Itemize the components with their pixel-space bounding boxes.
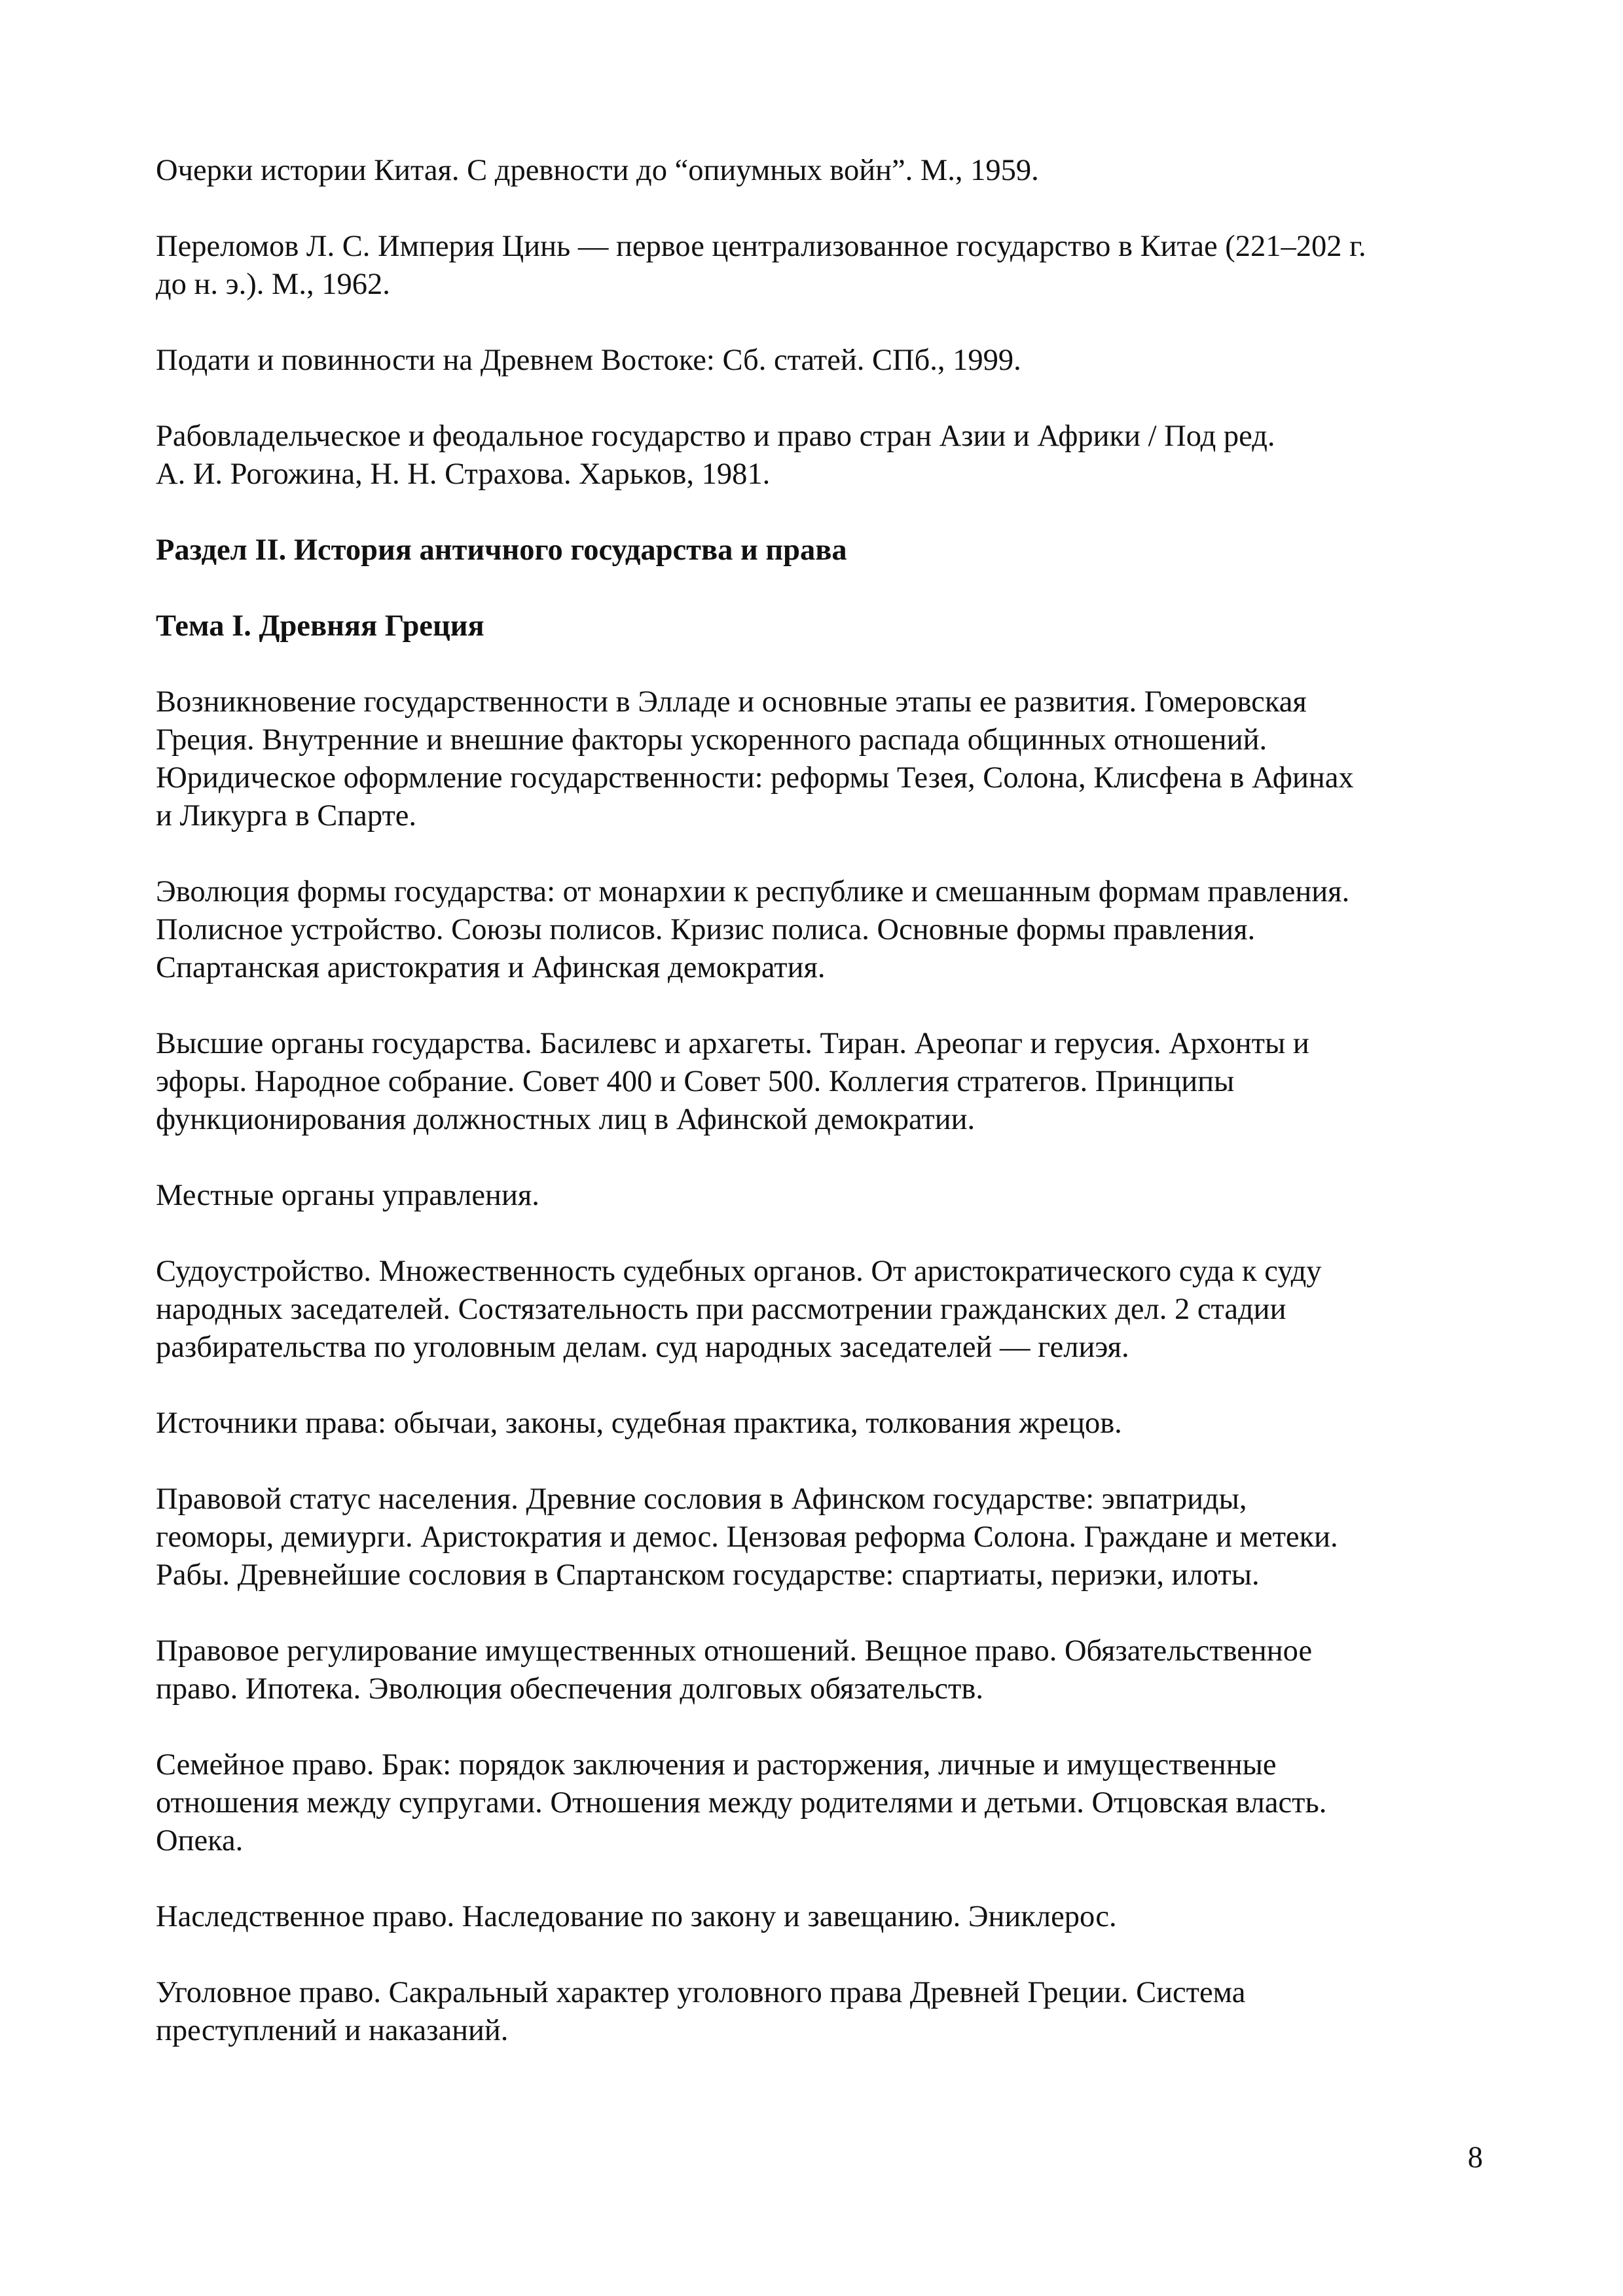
topic-body xyxy=(156,683,1491,2050)
paragraph xyxy=(156,1253,1491,1367)
text-line: разбирательства по уголовным делам. суд народных заседателей — гелиэя. xyxy=(156,1331,1129,1364)
text-line: Высшие органы государства. Басилевс и архагеты. Тиран. Ареопаг и герусия. Архонты и xyxy=(156,1027,1309,1060)
text-line: Греция. Внутренние и внешние факторы ускоренного распада общинных отношений. xyxy=(156,723,1267,757)
text-line: отношения между супругами. Отношения между родителями и детьми. Отцовская власть. xyxy=(156,1786,1327,1820)
paragraph xyxy=(156,1632,1491,1708)
text-line: Переломов Л. С. Империя Цинь — первое централизованное государство в Китае (221–202 г. xyxy=(156,230,1366,263)
text-line: Спартанская аристократия и Афинская демократия. xyxy=(156,951,826,984)
text-line: функционирования должностных лиц в Афинской демократии. xyxy=(156,1103,976,1136)
paragraph xyxy=(156,1974,1491,2050)
text-line: Опека. xyxy=(156,1824,244,1857)
paragraph xyxy=(156,1405,1491,1443)
reference-entry xyxy=(156,418,1491,493)
text-line: Подати и повинности на Древнем Востоке: Сб. статей. СПб., 1999. xyxy=(156,344,1021,377)
paragraph xyxy=(156,683,1491,835)
text-line: Источники права: обычаи, законы, судебная практика, толкования жрецов. xyxy=(156,1407,1122,1440)
text-line: Эволюция формы государства: от монархии к республике и смешанным формам правления. xyxy=(156,875,1350,908)
reference-entry xyxy=(156,152,1491,190)
text-line: Возникновение государственности в Элладе и основные этапы ее развития. Гомеровская xyxy=(156,685,1307,719)
text-line: Очерки истории Китая. С древности до “опиумных войн”. М., 1959. xyxy=(156,154,1039,187)
text-line: право. Ипотека. Эволюция обеспечения долговых обязательств. xyxy=(156,1672,983,1706)
text-line: Наследственное право. Наследование по закону и завещанию. Эниклерос. xyxy=(156,1900,1117,1933)
text-line: Судоустройство. Множественность судебных органов. От аристократического суда к суду xyxy=(156,1255,1322,1288)
text-line: Правовой статус населения. Древние сословия в Афинском государстве: эвпатриды, xyxy=(156,1482,1247,1516)
section-title: Раздел II. История античного государства и права xyxy=(156,533,847,567)
text-line: Рабы. Древнейшие сословия в Спартанском государстве: спартиаты, периэки, илоты. xyxy=(156,1558,1260,1592)
text-line: Уголовное право. Сакральный характер уголовного права Древней Греции. Система xyxy=(156,1976,1246,2009)
paragraph xyxy=(156,873,1491,987)
text-line: А. И. Рогожина, Н. Н. Страхова. Харьков, 1981. xyxy=(156,457,771,491)
paragraph xyxy=(156,1480,1491,1594)
text-line: эфоры. Народное собрание. Совет 400 и Совет 500. Коллегия стратегов. Принципы xyxy=(156,1065,1235,1098)
reference-entry xyxy=(156,342,1491,380)
text-line: геоморы, демиурги. Аристократия и демос. Цензовая реформа Солона. Граждане и метеки. xyxy=(156,1520,1338,1554)
text-line: до н. э.). М., 1962. xyxy=(156,268,390,301)
text-line: и Ликурга в Спарте. xyxy=(156,799,417,833)
topic-title: Тема I. Древняя Греция xyxy=(156,609,484,643)
text-line: народных заседателей. Состязательность при рассмотрении гражданских дел. 2 стадии xyxy=(156,1293,1286,1326)
text-line: Полисное устройство. Союзы полисов. Кризис полиса. Основные формы правления. xyxy=(156,913,1256,946)
text-line: преступлений и наказаний. xyxy=(156,2014,509,2047)
text-line: Рабовладельческое и феодальное государство и право стран Азии и Африки / Под ред. xyxy=(156,420,1275,453)
reference-list xyxy=(156,152,1491,493)
reference-entry xyxy=(156,228,1491,304)
paragraph xyxy=(156,1025,1491,1139)
document-page xyxy=(156,152,1491,2088)
paragraph xyxy=(156,1746,1491,1860)
page-number: 8 xyxy=(1467,2141,1483,2174)
text-line: Правовое регулирование имущественных отношений. Вещное право. Обязательственное xyxy=(156,1634,1313,1668)
paragraph xyxy=(156,1177,1491,1215)
paragraph xyxy=(156,1898,1491,1936)
text-line: Юридическое оформление государственности: реформы Тезея, Солона, Клисфена в Афинах xyxy=(156,761,1354,795)
text-line: Местные органы управления. xyxy=(156,1179,539,1212)
text-line: Семейное право. Брак: порядок заключения и расторжения, личные и имущественные xyxy=(156,1748,1277,1782)
